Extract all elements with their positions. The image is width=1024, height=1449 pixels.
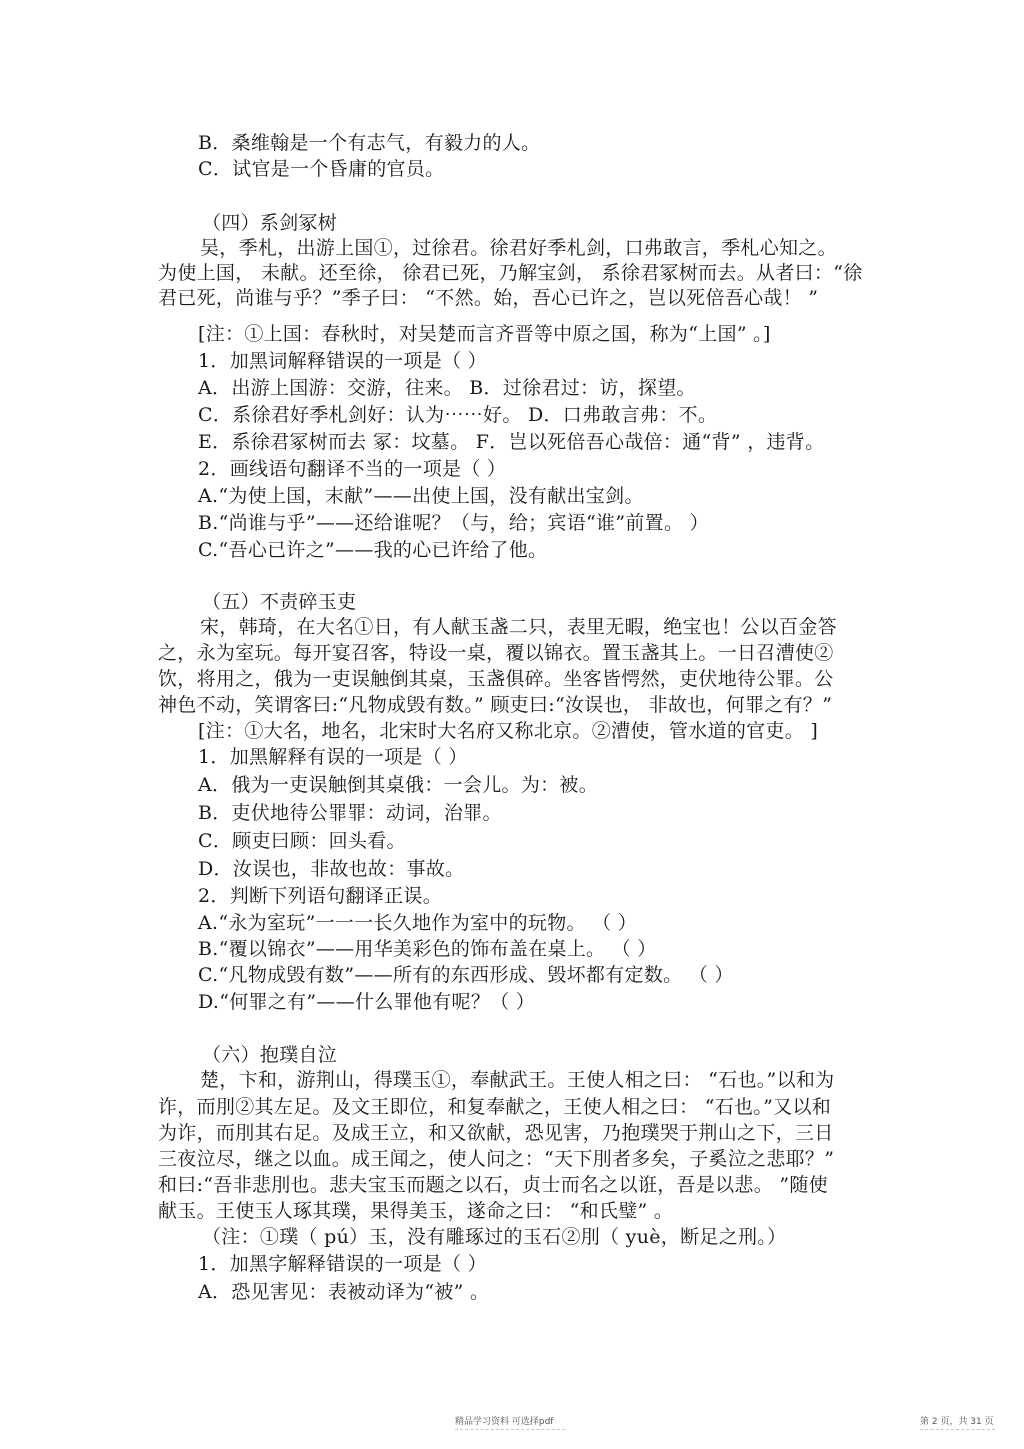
option-line: A.“为使上国，末献”——出使上国，没有献出宝剑。 — [198, 485, 644, 507]
question-line: 1．加黑解释有误的一项是（ ） — [198, 746, 468, 768]
option-line: B.“尚谁与乎”——还给谁呢？（与，给；宾语“谁”前置。 ） — [198, 512, 709, 534]
option-line: D.“何罪之有”——什么罪他有呢？（ ） — [198, 991, 536, 1013]
footer-divider — [455, 1429, 565, 1430]
note-line: [注：①上国：春秋时，对吴楚而言齐晋等中原之国，称为“上国” 。] — [198, 323, 771, 345]
question-line: 2．判断下列语句翻译正误。 — [198, 885, 442, 907]
note-line: [注：①大名，地名，北宋时大名府又称北京。②漕使，管水道的官吏。 ] — [198, 720, 819, 742]
text-line: 君已死，尚谁与乎？”季子曰： “不然。始，吾心已许之，岂以死倍吾心哉！ ” — [158, 287, 819, 309]
option-line: C.“凡物成毁有数”——所有的东西形成、毁坏都有定数。 （ ） — [198, 964, 734, 986]
option-line: A．恐见害见：表被动译为“被” 。 — [198, 1281, 490, 1303]
text-line: B．桑维翰是一个有志气，有毅力的人。 — [198, 132, 541, 154]
text-line: 献玉。王使玉人琢其璞，果得美玉，遂命之曰： “和氏璧” 。 — [158, 1200, 674, 1222]
option-line: B．吏伏地待公罪罪：动词，治罪。 — [198, 802, 502, 824]
option-line: E．系徐君冢树而去 冢：坟墓。 F．岂以死倍吾心哉倍：通“背” ，违背。 — [198, 431, 825, 453]
text-line: C．试官是一个昏庸的官员。 — [198, 158, 445, 180]
option-line: C．系徐君好季札剑好：认为⋯⋯好。 D．口弗敢言弗：不。 — [198, 404, 718, 426]
text-line: 三夜泣尽，继之以血。成王闻之，使人问之：“天下刖者多矣，子奚泣之悲耶？” — [158, 1148, 835, 1170]
option-line: B.“覆以锦衣”——用华美彩色的饰布盖在桌上。 （ ） — [198, 938, 657, 960]
option-line: A．俄为一吏误触倒其桌俄：一会儿。为：被。 — [198, 774, 599, 796]
page-number: 第 2 页，共 31 页 — [920, 1417, 994, 1427]
text-line: 楚，卞和，游荆山，得璞玉①，奉献武王。王使人相之曰： “石也。”以和为 — [200, 1069, 835, 1091]
text-line: 吴，季札，出游上国①，过徐君。徐君好季札剑，口弗敢言，季札心知之。 — [200, 237, 837, 259]
question-line: 1．加黑词解释错误的一项是（ ） — [198, 350, 487, 372]
option-line: C.“吾心已许之”——我的心已许给了他。 — [198, 539, 548, 561]
text-line: 为使上国， 未献。还至徐， 徐君已死，乃解宝剑， 系徐君冢树而去。从者曰：“徐 — [158, 262, 863, 284]
section-heading: （六）抱璞自泣 — [202, 1044, 338, 1066]
section-heading: （五）不责碎玉吏 — [202, 591, 357, 613]
text-line: 饮，将用之，俄为一吏误触倒其桌，玉盏俱碎。坐客皆愕然，吏伏地待公罪。公 — [158, 668, 834, 690]
text-line: 神色不动，笑谓客曰:“凡物成毁有数。” 顾吏曰:“汝误也， 非故也，何罪之有？” — [158, 694, 833, 716]
option-line: C．顾吏曰顾：回头看。 — [198, 830, 406, 852]
note-line: （注：①璞（ pú）玉，没有雕琢过的玉石②刖（ yuè，断足之刑。） — [202, 1226, 787, 1248]
text-line: 为诈，而刖其右足。及成王立，和又欲献，恐见害，乃抱璞哭于荆山之下，三日 — [158, 1122, 834, 1144]
question-line: 1．加黑字解释错误的一项是（ ） — [198, 1253, 487, 1275]
option-line: D．汝误也，非故也故：事故。 — [198, 858, 465, 880]
text-line: 诈，而刖②其左足。及文王即位，和复奉献之，王使人相之曰： “石也。”又以和 — [158, 1096, 832, 1118]
question-line: 2．画线语句翻译不当的一项是（ ） — [198, 458, 507, 480]
footer-divider — [920, 1429, 995, 1430]
text-line: 和曰:“吾非悲刖也。悲夫宝玉而题之以石，贞士而名之以诳，吾是以悲。 ”随使 — [158, 1174, 828, 1196]
section-heading: （四）系剑冢树 — [202, 212, 338, 234]
text-line: 宋，韩琦，在大名①日，有人献玉盏二只，表里无暇，绝宝也！公以百金答 — [200, 616, 837, 638]
footer-source: 精品学习资料 可选择pdf — [455, 1417, 554, 1427]
text-line: 之，永为室玩。每开宴召客，特设一桌，覆以锦衣。置玉盏其上。一日召漕使② — [158, 642, 834, 664]
option-line: A．出游上国游：交游，往来。 B．过徐君过：访，探望。 — [198, 377, 696, 399]
option-line: A.“永为室玩”一一一长久地作为室中的玩物。 （ ） — [198, 912, 638, 934]
